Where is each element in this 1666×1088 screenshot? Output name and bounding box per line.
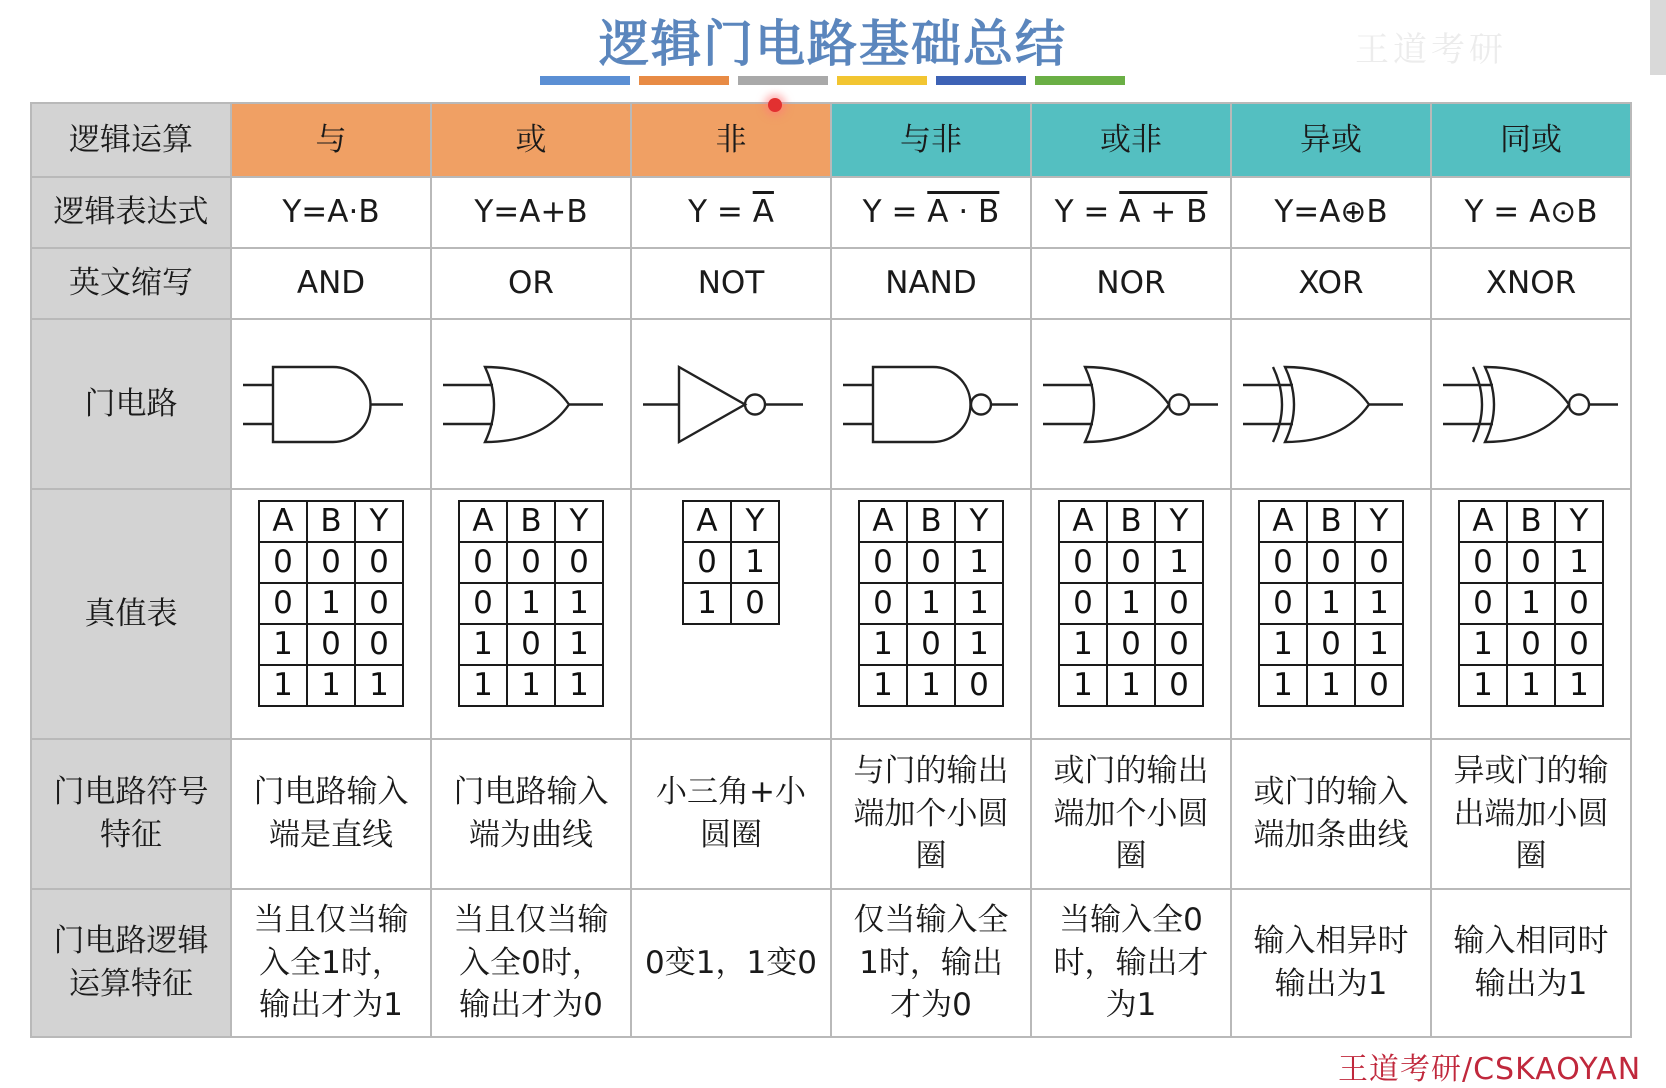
row-header-symbol-feature: 门电路符号特征 <box>31 739 231 889</box>
truth-table-value: 0 <box>355 542 403 583</box>
abbreviation-xor: XOR <box>1231 248 1431 319</box>
operation-header-not: 非 <box>631 103 831 177</box>
truth-table-row <box>259 542 403 583</box>
truth-table-cell-nor <box>1031 489 1231 739</box>
truth-table-value: 0 <box>1059 583 1107 624</box>
truth-table-value: 1 <box>1059 624 1107 665</box>
truth-table-row <box>683 583 779 624</box>
truth-table-row <box>259 624 403 665</box>
truth-table-value: 1 <box>683 583 731 624</box>
operation-header-nor: 或非 <box>1031 103 1231 177</box>
truth-table-row <box>1059 624 1203 665</box>
truth-table-value: 0 <box>1307 624 1355 665</box>
logic-feature-xor: 输入相异时输出为1 <box>1231 889 1431 1037</box>
truth-table-value: 0 <box>1107 624 1155 665</box>
truth-table-value: 0 <box>955 665 1003 706</box>
and-gate-icon <box>243 337 419 472</box>
truth-table-value: 0 <box>859 583 907 624</box>
truth-table-value: 1 <box>1355 624 1403 665</box>
truth-table-row <box>459 665 603 706</box>
truth-table-header: A <box>1459 501 1507 542</box>
truth-table-row <box>859 624 1003 665</box>
operation-header-xnor: 同或 <box>1431 103 1631 177</box>
truth-table-row <box>459 542 603 583</box>
truth-table-row <box>1059 665 1203 706</box>
row-gate-symbol <box>31 319 1631 489</box>
or-gate-icon <box>443 337 619 472</box>
truth-table-value: 1 <box>259 624 307 665</box>
truth-table-value: 1 <box>555 583 603 624</box>
logic-gate-summary-table <box>30 102 1632 1038</box>
expression-text: Y=A·B <box>282 194 380 231</box>
truth-table-value: 0 <box>507 624 555 665</box>
row-header-gate: 门电路 <box>31 319 231 489</box>
truth-table-value: 1 <box>459 665 507 706</box>
truth-table-header: Y <box>1355 501 1403 542</box>
truth-table-value: 1 <box>259 665 307 706</box>
truth-table-value: 0 <box>1059 542 1107 583</box>
truth-table-value: 1 <box>1307 665 1355 706</box>
operation-header-xor: 异或 <box>1231 103 1431 177</box>
gate-cell-nor <box>1031 319 1231 489</box>
truth-table-header: Y <box>1155 501 1203 542</box>
expression-prefix: Y = <box>1054 194 1120 231</box>
expression-overlined: $\overline{A}$ <box>752 194 774 231</box>
truth-table-value: 0 <box>1459 542 1507 583</box>
row-header-operation: 逻辑运算 <box>31 103 231 177</box>
truth-table-value: 0 <box>1555 583 1603 624</box>
truth-table-value: 0 <box>1155 665 1203 706</box>
truth-table-value: 0 <box>1355 665 1403 706</box>
expression-xor <box>1231 177 1431 248</box>
symbol-feature-xor: 或门的输入端加条曲线 <box>1231 739 1431 889</box>
truth-table-row <box>1259 583 1403 624</box>
truth-table-header: B <box>1107 501 1155 542</box>
logic-feature-or: 当且仅当输入全0时，输出才为0 <box>431 889 631 1037</box>
truth-table-value: 1 <box>1459 624 1507 665</box>
truth-table-value: 1 <box>507 583 555 624</box>
truth-table-value: 1 <box>1059 665 1107 706</box>
truth-table-value: 0 <box>859 542 907 583</box>
truth-table-value: 0 <box>307 542 355 583</box>
truth-table-value: 1 <box>507 665 555 706</box>
nor-gate-icon <box>1043 337 1219 472</box>
truth-table-value: 1 <box>731 542 779 583</box>
truth-table <box>1458 500 1604 707</box>
title-color-bar-0 <box>540 76 630 85</box>
expression-overlined: A · B <box>927 194 1000 231</box>
expression-prefix: Y = <box>688 194 753 231</box>
truth-table-value: 0 <box>1259 583 1307 624</box>
truth-table-value: 0 <box>1355 542 1403 583</box>
row-operation <box>31 103 1631 177</box>
expression-overlined: A + B <box>1119 194 1208 231</box>
truth-table-value: 0 <box>731 583 779 624</box>
truth-table-row <box>259 583 403 624</box>
expression-and <box>231 177 431 248</box>
gate-cell-or <box>431 319 631 489</box>
truth-table-row <box>1059 583 1203 624</box>
abbreviation-xnor: XNOR <box>1431 248 1631 319</box>
truth-table-row <box>1459 542 1603 583</box>
truth-table-row <box>859 665 1003 706</box>
abbreviation-nand: NAND <box>831 248 1031 319</box>
truth-table-cell-nand <box>831 489 1031 739</box>
symbol-feature-not: 小三角+小圆圈 <box>631 739 831 889</box>
truth-table-value: 1 <box>859 624 907 665</box>
truth-table-value: 0 <box>1507 624 1555 665</box>
row-abbreviation <box>31 248 1631 319</box>
truth-table-value: 1 <box>1259 665 1307 706</box>
truth-table <box>458 500 604 707</box>
truth-table-value: 0 <box>1307 542 1355 583</box>
truth-table-value: 1 <box>907 665 955 706</box>
expression-prefix: Y = <box>862 194 928 231</box>
gate-cell-xnor <box>1431 319 1631 489</box>
truth-table-value: 1 <box>1459 665 1507 706</box>
truth-table-header: A <box>259 501 307 542</box>
truth-table-value: 1 <box>307 665 355 706</box>
title-color-bar-2 <box>738 76 828 85</box>
operation-header-or: 或 <box>431 103 631 177</box>
expression-text: Y=A⊕B <box>1274 194 1388 231</box>
symbol-feature-nand: 与门的输出端加个小圆圈 <box>831 739 1031 889</box>
row-expression <box>31 177 1631 248</box>
truth-table-value: 1 <box>1507 583 1555 624</box>
truth-table-header: Y <box>1555 501 1603 542</box>
truth-table-value: 1 <box>1507 665 1555 706</box>
truth-table-value: 0 <box>907 624 955 665</box>
truth-table-value: 0 <box>1459 583 1507 624</box>
truth-table-row <box>1459 583 1603 624</box>
nand-gate-icon <box>843 337 1019 472</box>
truth-table-value: 1 <box>1155 542 1203 583</box>
truth-table-row <box>1259 665 1403 706</box>
operation-header-nand: 与非 <box>831 103 1031 177</box>
truth-table-cell-and <box>231 489 431 739</box>
gate-cell-and <box>231 319 431 489</box>
title-color-bar-4 <box>936 76 1026 85</box>
abbreviation-nor: NOR <box>1031 248 1231 319</box>
truth-table <box>258 500 404 707</box>
truth-table-row <box>1059 542 1203 583</box>
truth-table-value: 0 <box>355 624 403 665</box>
truth-table-value: 0 <box>683 542 731 583</box>
truth-table-value: 1 <box>1355 583 1403 624</box>
truth-table-row <box>459 624 603 665</box>
watermark-top: 王道考研 <box>1355 30 1507 70</box>
truth-table-value: 1 <box>1555 542 1603 583</box>
truth-table-value: 0 <box>459 542 507 583</box>
symbol-feature-and: 门电路输入端是直线 <box>231 739 431 889</box>
truth-table-header: Y <box>555 501 603 542</box>
expression-not <box>631 177 831 248</box>
truth-table-row <box>1259 624 1403 665</box>
truth-table-value: 0 <box>355 583 403 624</box>
truth-table <box>1058 500 1204 707</box>
truth-table-value: 0 <box>1259 542 1307 583</box>
operation-header-and: 与 <box>231 103 431 177</box>
logic-feature-nor: 当输入全0时，输出才为1 <box>1031 889 1231 1037</box>
truth-table-row <box>459 583 603 624</box>
truth-table-cell-or <box>431 489 631 739</box>
row-symbol-feature <box>31 739 1631 889</box>
truth-table-value: 1 <box>555 624 603 665</box>
watermark-bottom: 王道考研/CSKAOYAN <box>1338 1052 1642 1087</box>
page-title: 逻辑门电路基础总结 <box>599 15 1067 73</box>
pointer-dot <box>768 98 782 112</box>
truth-table-header: A <box>1259 501 1307 542</box>
gate-cell-not <box>631 319 831 489</box>
truth-table-value: 0 <box>259 542 307 583</box>
truth-table-value: 0 <box>259 583 307 624</box>
truth-table-value: 0 <box>555 542 603 583</box>
truth-table-row <box>683 542 779 583</box>
row-logic-feature <box>31 889 1631 1037</box>
truth-table-value: 0 <box>1155 624 1203 665</box>
truth-table-row <box>1459 665 1603 706</box>
truth-table <box>1258 500 1404 707</box>
xnor-gate-icon <box>1443 337 1619 472</box>
abbreviation-and: AND <box>231 248 431 319</box>
truth-table-cell-xnor <box>1431 489 1631 739</box>
truth-table-value: 0 <box>1155 583 1203 624</box>
logic-feature-and: 当且仅当输入全1时，输出才为1 <box>231 889 431 1037</box>
truth-table-value: 1 <box>355 665 403 706</box>
truth-table-cell-not <box>631 489 831 739</box>
row-truth-table <box>31 489 1631 739</box>
truth-table <box>682 500 780 625</box>
title-color-bar-1 <box>639 76 729 85</box>
truth-table-value: 1 <box>955 583 1003 624</box>
truth-table-value: 1 <box>1107 583 1155 624</box>
truth-table-row <box>859 542 1003 583</box>
truth-table-value: 1 <box>1555 665 1603 706</box>
truth-table-header: B <box>1507 501 1555 542</box>
truth-table <box>858 500 1004 707</box>
truth-table-header: Y <box>355 501 403 542</box>
truth-table-header: Y <box>731 501 779 542</box>
xor-gate-icon <box>1243 337 1419 472</box>
expression-nand <box>831 177 1031 248</box>
not-gate-icon <box>643 337 819 472</box>
row-header-abbreviation: 英文缩写 <box>31 248 231 319</box>
truth-table-value: 1 <box>955 624 1003 665</box>
truth-table-header: A <box>459 501 507 542</box>
truth-table-row <box>1459 624 1603 665</box>
expression-text: Y = A⊙B <box>1464 194 1598 231</box>
truth-table-value: 1 <box>459 624 507 665</box>
truth-table-header: B <box>507 501 555 542</box>
logic-feature-not: 0变1，1变0 <box>631 889 831 1037</box>
truth-table-value: 1 <box>1307 583 1355 624</box>
truth-table-value: 1 <box>1259 624 1307 665</box>
truth-table-value: 0 <box>1507 542 1555 583</box>
truth-table-row <box>259 665 403 706</box>
truth-table-header: B <box>907 501 955 542</box>
truth-table-value: 0 <box>307 624 355 665</box>
truth-table-header: A <box>683 501 731 542</box>
row-header-expression: 逻辑表达式 <box>31 177 231 248</box>
truth-table-row <box>1259 542 1403 583</box>
abbreviation-not: NOT <box>631 248 831 319</box>
truth-table-row <box>859 583 1003 624</box>
title-color-bar-5 <box>1035 76 1125 85</box>
symbol-feature-or: 门电路输入端为曲线 <box>431 739 631 889</box>
abbreviation-or: OR <box>431 248 631 319</box>
row-header-truth-table: 真值表 <box>31 489 231 739</box>
truth-table-header: Y <box>955 501 1003 542</box>
gate-cell-xor <box>1231 319 1431 489</box>
symbol-feature-xnor: 异或门的输出端加小圆圈 <box>1431 739 1631 889</box>
truth-table-cell-xor <box>1231 489 1431 739</box>
truth-table-header: B <box>1307 501 1355 542</box>
expression-or <box>431 177 631 248</box>
gate-cell-nand <box>831 319 1031 489</box>
logic-feature-xnor: 输入相同时输出为1 <box>1431 889 1631 1037</box>
truth-table-value: 1 <box>307 583 355 624</box>
logic-feature-nand: 仅当输入全1时，输出才为0 <box>831 889 1031 1037</box>
truth-table-value: 0 <box>907 542 955 583</box>
truth-table-value: 0 <box>1555 624 1603 665</box>
truth-table-header: A <box>859 501 907 542</box>
row-header-logic-feature: 门电路逻辑运算特征 <box>31 889 231 1037</box>
expression-nor <box>1031 177 1231 248</box>
truth-table-header: B <box>307 501 355 542</box>
truth-table-value: 1 <box>1107 665 1155 706</box>
truth-table-value: 1 <box>955 542 1003 583</box>
expression-xnor <box>1431 177 1631 248</box>
window-edge <box>1650 0 1666 75</box>
truth-table-value: 0 <box>459 583 507 624</box>
truth-table-value: 1 <box>907 583 955 624</box>
symbol-feature-nor: 或门的输出端加个小圆圈 <box>1031 739 1231 889</box>
truth-table-header: A <box>1059 501 1107 542</box>
expression-text: Y=A+B <box>474 194 588 231</box>
truth-table-value: 0 <box>1107 542 1155 583</box>
truth-table-value: 1 <box>859 665 907 706</box>
title-color-bar-3 <box>837 76 927 85</box>
truth-table-value: 1 <box>555 665 603 706</box>
truth-table-value: 0 <box>507 542 555 583</box>
